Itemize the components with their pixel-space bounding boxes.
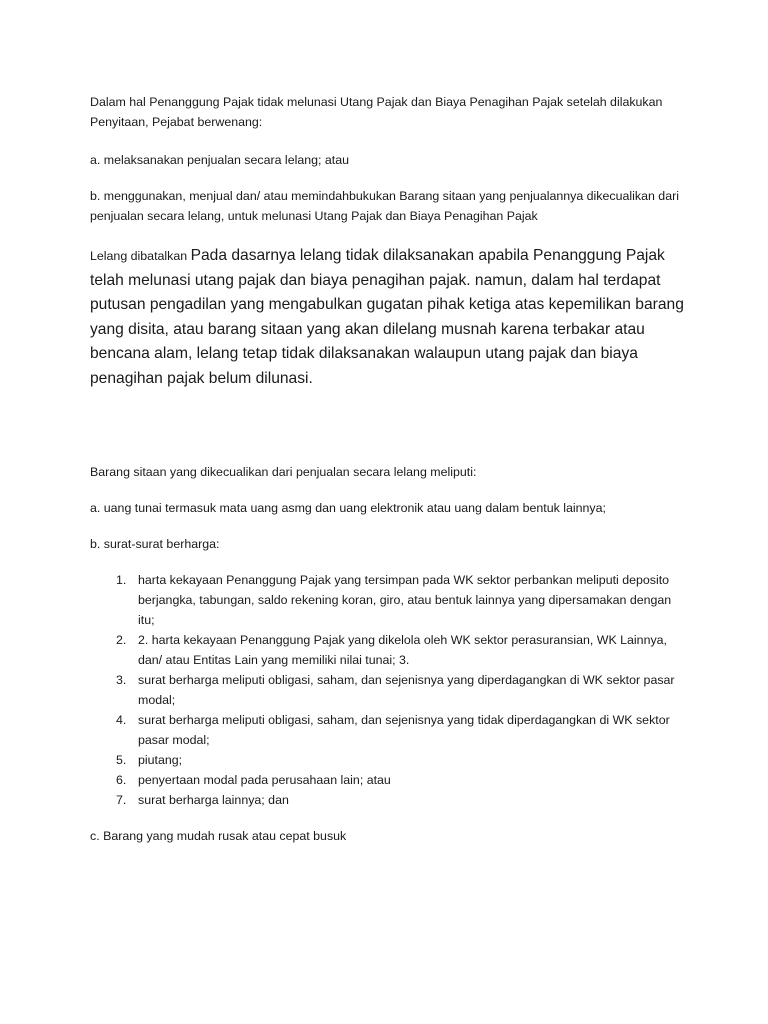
list-text: surat berharga meliputi obligasi, saham, dan sejenisnya yang tidak diperdagangkan di WK sektor pasar modal; (138, 712, 670, 747)
list-number: 1. (116, 572, 127, 587)
list-item (90, 790, 690, 810)
barang-heading: Barang sitaan yang dikecualikan dari penjualan secara lelang meliputi: (90, 464, 477, 479)
intro-paragraph: Dalam hal Penanggung Pajak tidak melunasi Utang Pajak dan Biaya Penagihan Pajak setelah dilakukan Penyitaan, Pejabat berwenang: (90, 95, 663, 129)
numbered-list (90, 570, 690, 810)
lelang-body-text: Pada dasarnya lelang tidak dilaksanakan apabila Penanggung Pajak telah melunasi utang pajak dan biaya penagihan pajak. namun, dalam hal terdapat putusan pengadilan yang mengabulkan gugatan pihak ketiga atas kepemilikan barang yang disita, atau barang sitaan yang akan dilelang musnah karena terbakar atau bencana alam, lelang tetap tidak dilaksanakan walaupun utang pajak dan biaya penagihan pajak belum dilunasi. (90, 247, 684, 387)
list-number: 4. (116, 712, 127, 727)
list-item (90, 750, 690, 770)
option-a-paragraph: a. melaksanakan penjualan secara lelang; atau (90, 153, 350, 167)
list-text: harta kekayaan Penanggung Pajak yang tersimpan pada WK sektor perbankan meliputi deposito berjangka, tabungan, saldo rekening koran, giro, atau bentuk lainnya yang dipersamakan dengan itu; (138, 572, 672, 627)
list-number: 2. (116, 632, 127, 647)
document-page (90, 92, 690, 846)
list-number: 7. (116, 792, 127, 807)
lelang-lead-text: Lelang dibatalkan (90, 249, 191, 263)
item-c-paragraph: c. Barang yang mudah rusak atau cepat busuk (90, 828, 347, 843)
list-item (90, 710, 690, 750)
option-b-paragraph: b. menggunakan, menjual dan/ atau memindahbukukan Barang sitaan yang penjualannya dikecualikan dari penjualan secara lelang, untuk melunasi Utang Pajak dan Biaya Penagihan Pajak (90, 189, 679, 223)
list-item (90, 570, 690, 630)
item-a-paragraph: a. uang tunai termasuk mata uang asmg dan uang elektronik atau uang dalam bentuk lainnya; (90, 500, 606, 515)
list-text: surat berharga lainnya; dan (138, 792, 289, 807)
list-text: piutang; (138, 752, 183, 767)
list-number: 3. (116, 672, 127, 687)
list-item (90, 630, 690, 670)
list-item (90, 770, 690, 790)
item-b-paragraph: b. surat-surat berharga: (90, 536, 220, 551)
lelang-paragraph (90, 244, 690, 392)
list-text: 2. harta kekayaan Penanggung Pajak yang dikelola oleh WK sektor perasuransian, WK Lainnya, dan/ atau Entitas Lain yang memiliki nilai tunai; 3. (138, 632, 667, 667)
list-item (90, 670, 690, 710)
list-number: 5. (116, 752, 127, 767)
list-text: penyertaan modal pada perusahaan lain; atau (138, 772, 391, 787)
list-number: 6. (116, 772, 127, 787)
list-text: surat berharga meliputi obligasi, saham, dan sejenisnya yang diperdagangkan di WK sektor pasar modal; (138, 672, 675, 707)
